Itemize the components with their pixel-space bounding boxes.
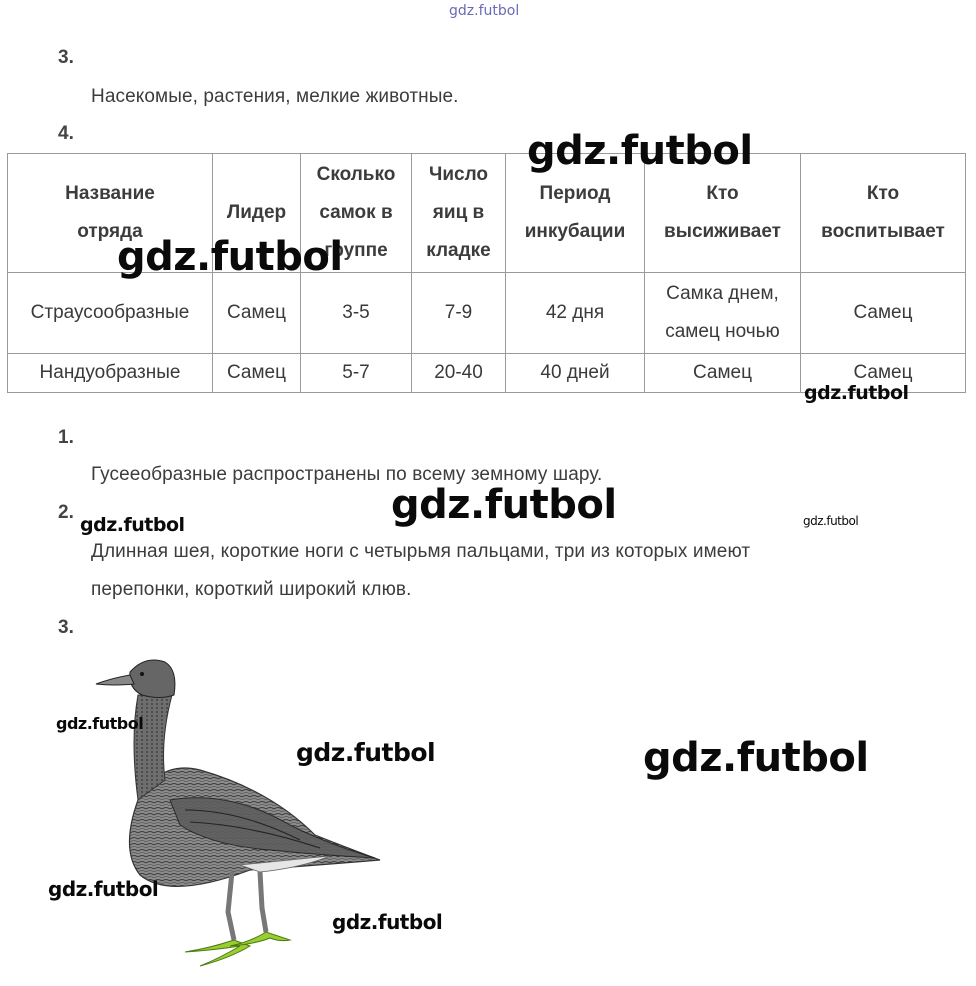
cell-eggs: 20-40 [412,354,506,393]
header-females: Сколько самок в группе [301,154,412,273]
question-b2-answer-line2: перепонки, короткий широкий клюв. [91,579,412,600]
cell-incubates: Самка днем, самец ночью [645,273,801,354]
watermark: gdz.futbol [391,482,617,528]
question-4-number: 4. [58,123,74,144]
question-b2-answer-line1: Длинная шея, короткие ноги с четырьмя пальцами, три из которых имеют [91,541,751,562]
header-incubates: Кто высиживает [645,154,801,273]
cell-raises: Самец [801,354,966,393]
header-incubation: Период инкубации [506,154,645,273]
cell-incubation: 40 дней [506,354,645,393]
question-b2-number: 2. [58,502,74,523]
watermark: gdz.futbol [803,514,859,528]
watermark: gdz.futbol [527,128,753,174]
cell-females: 3-5 [301,273,412,354]
watermark: gdz.futbol [332,910,443,934]
question-b1-answer: Гусееобразные распространены по всему земному шару. [91,464,603,485]
header-eggs: Число яиц в кладке [412,154,506,273]
watermark: gdz.futbol [117,234,343,280]
header-order-name: Название отряда [8,154,213,273]
cell-eggs: 7-9 [412,273,506,354]
watermark: gdz.futbol [804,382,909,404]
question-3-answer: Насекомые, растения, мелкие животные. [91,86,459,107]
top-watermark: gdz.futbol [449,3,520,19]
header-raises: Кто воспитывает [801,154,966,273]
watermark: gdz.futbol [296,738,436,767]
cell-order: Нандуобразные [8,354,213,393]
cell-raises: Самец [801,273,966,354]
watermark: gdz.futbol [643,735,869,781]
watermark: gdz.futbol [56,714,144,733]
cell-leader: Самец [213,354,301,393]
cell-incubation: 42 дня [506,273,645,354]
watermark: gdz.futbol [80,514,185,536]
cell-incubates: Самец [645,354,801,393]
watermark: gdz.futbol [48,877,159,901]
cell-females: 5-7 [301,354,412,393]
table-row [8,273,966,354]
question-3-number: 3. [58,47,74,68]
cell-order: Страусообразные [8,273,213,354]
header-leader: Лидер [213,154,301,273]
question-b1-number: 1. [58,427,74,448]
cell-leader: Самец [213,273,301,354]
question-b3-number: 3. [58,617,74,638]
